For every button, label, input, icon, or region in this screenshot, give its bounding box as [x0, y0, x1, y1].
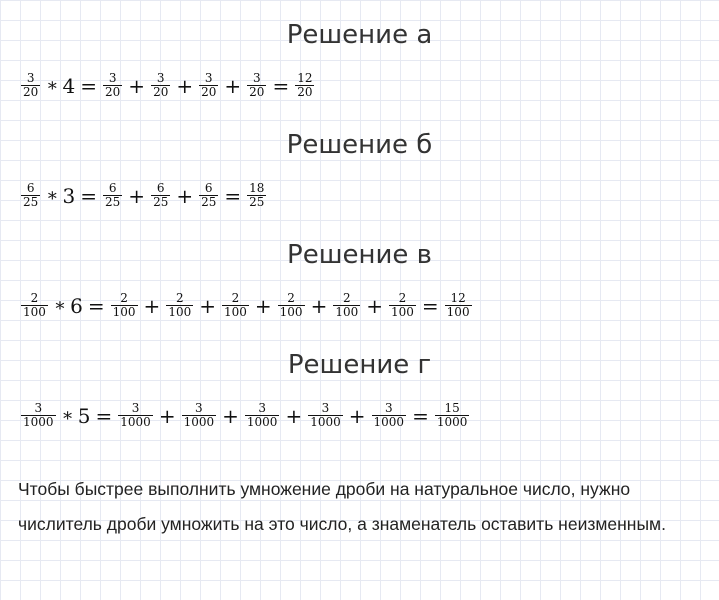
multiplier: 3	[62, 183, 76, 208]
plus-sign: +	[222, 403, 239, 428]
plus-sign: +	[128, 73, 146, 98]
lhs-fraction	[21, 402, 56, 429]
plus-sign: +	[176, 73, 194, 98]
term-fraction	[333, 292, 360, 319]
term-fraction	[151, 182, 170, 209]
fraction-denominator: 25	[153, 195, 169, 209]
fraction-denominator: 1000	[183, 415, 215, 429]
times-sign: ∗	[53, 295, 67, 316]
fraction-numerator: 3	[384, 401, 393, 415]
term-fraction	[389, 292, 416, 319]
times-sign: ∗	[61, 405, 74, 426]
term-fraction	[182, 402, 217, 429]
term-fraction	[199, 72, 218, 99]
plus-sign: +	[128, 183, 146, 208]
fraction-numerator: 2	[231, 291, 240, 305]
fraction-denominator: 100	[335, 305, 359, 319]
fraction-numerator: 2	[287, 291, 295, 305]
fraction-numerator: 3	[195, 401, 203, 415]
equals-sign: =	[421, 293, 439, 318]
plus-sign: +	[366, 293, 383, 318]
fraction-denominator: 100	[391, 305, 414, 319]
plus-sign: +	[348, 403, 366, 428]
equals-sign: =	[272, 73, 290, 98]
fraction-numerator: 3	[321, 401, 330, 415]
fraction-denominator: 100	[279, 305, 303, 319]
plus-sign: +	[143, 293, 161, 318]
lhs-fraction	[21, 182, 40, 209]
equals-sign: =	[224, 183, 242, 208]
fraction-numerator: 12	[450, 291, 466, 305]
fraction-numerator: 12	[297, 71, 313, 85]
fraction-denominator: 100	[23, 305, 46, 319]
fraction-numerator: 2	[30, 291, 39, 305]
equals-sign: =	[412, 403, 429, 428]
fraction-numerator: 3	[258, 401, 266, 415]
equation-g	[20, 402, 470, 429]
times-sign: ∗	[46, 75, 59, 96]
fraction-denominator: 100	[112, 305, 136, 319]
term-fraction	[111, 292, 138, 319]
equals-sign: =	[87, 293, 105, 318]
fraction-denominator: 20	[23, 85, 39, 99]
equals-sign: =	[95, 403, 113, 428]
term-fraction	[118, 402, 153, 429]
rule-note: Чтобы быстрее выполнить умножение дроби на натуральное число, нужно числитель дроби умножить на это число, а знаменатель оставить неизменным.	[18, 479, 666, 534]
fraction-denominator: 25	[23, 195, 39, 209]
fraction-denominator: 1000	[120, 415, 151, 429]
result-fraction	[445, 292, 472, 319]
heading-solution-a: Решение а	[286, 20, 433, 50]
result-fraction	[295, 72, 314, 99]
fraction-denominator: 1000	[373, 415, 405, 429]
fraction-denominator: 25	[201, 195, 217, 209]
plus-sign: +	[254, 293, 272, 318]
term-fraction	[199, 182, 218, 209]
plus-sign: +	[176, 183, 194, 208]
term-fraction	[372, 402, 407, 429]
fraction-denominator: 1000	[310, 415, 341, 429]
multiplier: 4	[62, 73, 76, 98]
fraction-numerator: 18	[249, 181, 265, 195]
fraction-numerator: 3	[108, 71, 117, 85]
fraction-denominator: 100	[223, 305, 247, 319]
fraction-denominator: 20	[249, 85, 265, 99]
equation-a	[20, 72, 315, 99]
fraction-numerator: 3	[34, 401, 43, 415]
plus-sign: +	[310, 293, 328, 318]
fraction-denominator: 20	[105, 85, 121, 99]
fraction-denominator: 1000	[436, 415, 468, 429]
equals-sign: =	[80, 183, 98, 208]
fraction-numerator: 2	[342, 291, 351, 305]
fraction-numerator: 6	[26, 181, 35, 195]
plus-sign: +	[224, 73, 242, 98]
result-fraction	[435, 402, 470, 429]
fraction-denominator: 100	[446, 305, 470, 319]
times-sign: ∗	[46, 185, 59, 206]
fraction-numerator: 3	[156, 71, 165, 85]
fraction-numerator: 15	[444, 401, 460, 415]
equals-sign: =	[80, 73, 98, 98]
plus-sign: +	[199, 293, 216, 318]
term-fraction	[308, 402, 343, 429]
fraction-numerator: 6	[156, 181, 165, 195]
heading-solution-g: Решение г	[287, 350, 432, 380]
term-fraction	[278, 292, 305, 319]
term-fraction	[245, 402, 280, 429]
fraction-denominator: 25	[105, 195, 121, 209]
plus-sign: +	[158, 403, 176, 428]
fraction-numerator: 6	[108, 181, 117, 195]
fraction-numerator: 3	[204, 71, 213, 85]
term-fraction	[166, 292, 193, 319]
plus-sign: +	[285, 403, 303, 428]
multiplier: 6	[70, 293, 83, 318]
fraction-denominator: 20	[153, 85, 169, 99]
heading-solution-b: Решение б	[286, 130, 433, 160]
fraction-denominator: 1000	[246, 415, 278, 429]
multiplier: 5	[77, 403, 91, 428]
heading-solution-v: Решение в	[287, 240, 432, 270]
fraction-numerator: 3	[252, 71, 261, 85]
lhs-fraction	[21, 292, 48, 319]
lhs-fraction	[21, 72, 40, 99]
fraction-denominator: 100	[168, 305, 192, 319]
equation-b	[20, 182, 267, 209]
result-fraction	[247, 182, 266, 209]
fraction-numerator: 2	[175, 291, 184, 305]
term-fraction	[247, 72, 266, 99]
term-fraction	[103, 182, 122, 209]
equation-v	[20, 292, 473, 319]
term-fraction	[151, 72, 170, 99]
fraction-numerator: 2	[398, 291, 407, 305]
fraction-numerator: 3	[26, 71, 35, 85]
fraction-numerator: 6	[204, 181, 213, 195]
fraction-numerator: 3	[131, 401, 140, 415]
fraction-denominator: 20	[201, 85, 217, 99]
term-fraction	[222, 292, 249, 319]
fraction-denominator: 1000	[23, 415, 54, 429]
fraction-denominator: 20	[297, 85, 313, 99]
term-fraction	[103, 72, 122, 99]
fraction-denominator: 25	[249, 195, 265, 209]
fraction-numerator: 2	[120, 291, 128, 305]
